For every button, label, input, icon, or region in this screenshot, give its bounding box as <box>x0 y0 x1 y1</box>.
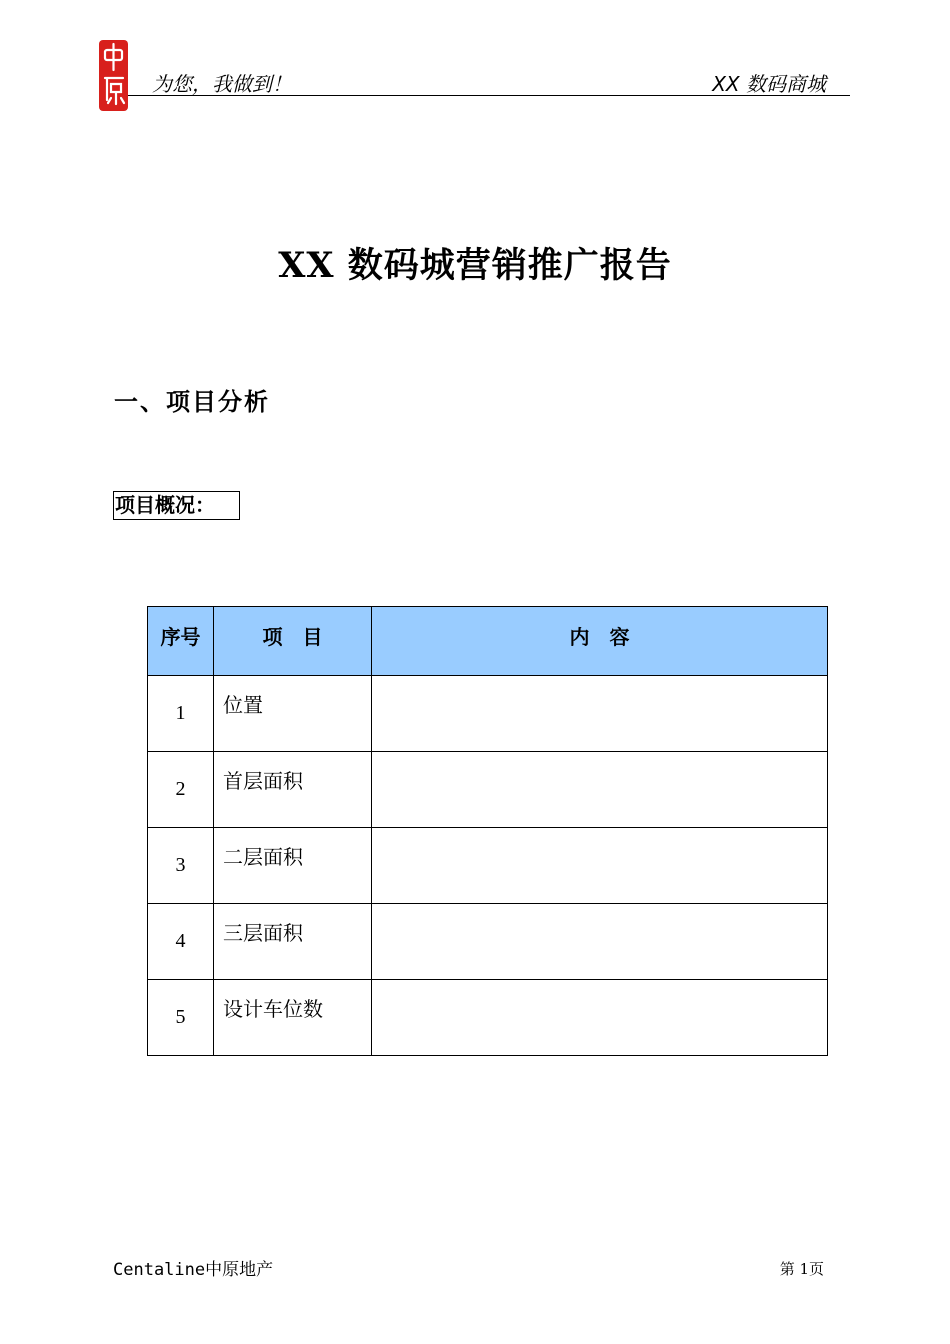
table-row <box>148 676 828 752</box>
row-content[interactable] <box>372 828 828 904</box>
row-label: 设计车位数 <box>214 980 372 1056</box>
table-row <box>148 980 828 1056</box>
sub-heading: 项目概况： <box>113 491 240 520</box>
table-row <box>148 904 828 980</box>
table-row <box>148 752 828 828</box>
header-brand: XX 数码商城 <box>712 72 826 96</box>
footer-page-number: 第 1页 <box>779 1260 824 1278</box>
footer-company-latin: Centaline <box>113 1260 206 1280</box>
row-label: 二层面积 <box>214 828 372 904</box>
row-content[interactable] <box>372 676 828 752</box>
row-label: 首层面积 <box>214 752 372 828</box>
row-label: 三层面积 <box>214 904 372 980</box>
row-number: 5 <box>148 980 214 1056</box>
header-cell-item: 项 目 <box>214 607 372 676</box>
header-divider <box>128 95 850 96</box>
section-heading: 一、项目分析 <box>114 387 270 416</box>
header-cell-content: 内 容 <box>372 607 828 676</box>
footer-company <box>113 1255 273 1280</box>
row-number: 1 <box>148 676 214 752</box>
table-row <box>148 828 828 904</box>
row-number: 3 <box>148 828 214 904</box>
row-label: 位置 <box>214 676 372 752</box>
footer-company-cn: 中原地产 <box>205 1260 274 1280</box>
header-cell-number: 序号 <box>148 607 214 676</box>
project-overview-table <box>147 606 828 1056</box>
row-content[interactable] <box>372 904 828 980</box>
table-header-row <box>148 607 828 676</box>
row-content[interactable] <box>372 980 828 1056</box>
centaline-logo <box>99 40 128 111</box>
row-content[interactable] <box>372 752 828 828</box>
row-number: 2 <box>148 752 214 828</box>
document-title: XX 数码城营销推广报告 <box>278 245 672 286</box>
header-slogan: 为您，我做到！ <box>152 72 292 96</box>
row-number: 4 <box>148 904 214 980</box>
